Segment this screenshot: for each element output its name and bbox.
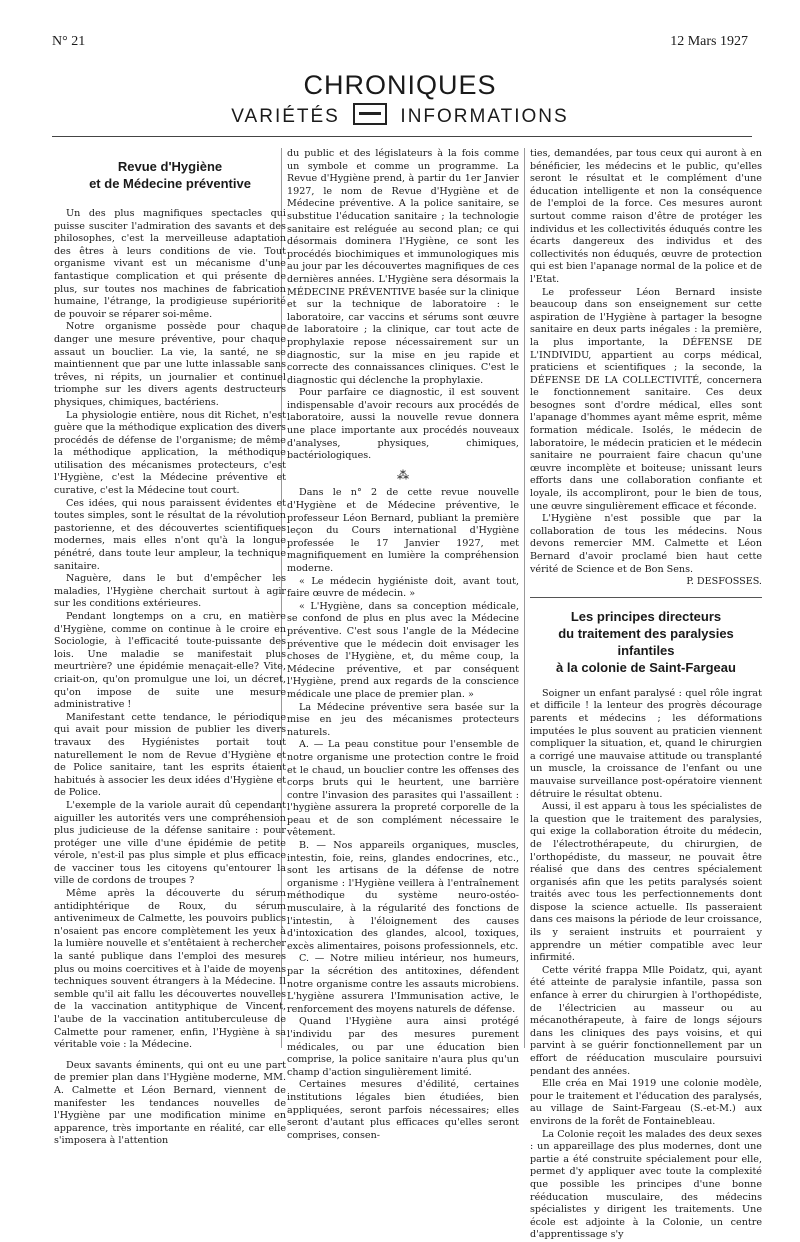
paragraph: Dans le n° 2 de cette revue nouvelle d'Hygiène et de Médecine préventive, le professeur Léon Bernard, publiant la première leçon du Cours international d'Hygiène professée le 17 Janvier 1927, met magnifiquement en lumière la compréhension moderne.	[287, 487, 519, 574]
paragraph: Aussi, il est apparu à tous les spécialistes de la question que le traitement des paralysies, qui exige la collaboration étroite du médecin, de l'électrothérapeute, du chirurgien, de l'orthopédiste, du masseur, ne pouvait être réalisé que dans des centres spécialement organisés afin que les petits paralysés soient traités avec tous les perfectionnements dont dispose la science actuelle. Ils passeraient dans ces maisons la période de leur croissance, ils y seraient instruits et pourraient y apprendre un métier compatible avec leur infirmité.	[530, 801, 762, 964]
paragraph: L'Hygiène n'est possible que par la collaboration de tous les médecins. Nous devons remercier MM. Calmette et Léon Bernard d'avoir proclamé bien haut cette vérité de Science et de Bon Sens.	[530, 513, 762, 575]
masthead-right: INFORMATIONS	[400, 106, 569, 127]
paragraph: ties, demandées, par tous ceux qui auront à en bénéficier, les médecins et le public, qu'elles seront le résultat et le complément d'une éducation intelligente et non la conséquence de l'emploi de la force. Ces mesures auront surtout comme raison d'être de protéger les individus et les collectivités éduqués contre les écarts dangereux des individus et des collectivités non éduqués, œuvre de protection qui est bien l'apanage normal de la police et de l'Etat.	[530, 148, 762, 285]
paragraph: Notre organisme possède pour chaque danger une mesure préventive, pour chaque assaut un bouclier. La vie, la santé, ne se maintiennent que par une lutte inlassable sans trêves, ni répits, un journalier et continuel triomphe sur les divers agents destructeurs physiques, chimiques, bactériens.	[54, 321, 286, 408]
paragraph: La physiologie entière, nous dit Richet, n'est guère que la méthodique explication des divers procédés de défense de l'organisme; de même la méthodique application, la méthodique utilisation des mécanismes protecteurs, c'est l'Hygiène, c'est la Médecine préventive et curative, c'est la Médecine tout court.	[54, 409, 286, 497]
masthead-logo-icon	[353, 103, 387, 125]
paragraph: La Médecine préventive sera basée sur la mise en jeu des mécanismes protecteurs naturels.	[287, 701, 519, 738]
page-header	[52, 34, 748, 54]
column-3	[530, 148, 762, 1242]
paragraph: B. — Nos appareils organiques, muscles, intestin, foie, reins, glandes endocrines, etc., sont les artisans de la défense de notre organisme : l'Hygiène veillera à l'entraînement méthodique du système neuro-ostéo-musculaire, à la régularité des fonctions de l'intestin, à l'éloignement des causes d'intoxication des glandes, alcool, toxiques, excès alimentaires, poisons professionnels, etc.	[287, 840, 519, 952]
paragraph: Quand l'Hygiène aura ainsi protégé l'individu par des mesures purement médicales, ou par une éducation bien comprise, la police sanitaire n'aura plus qu'un champ d'action singulièrement limité.	[287, 1016, 519, 1078]
column-2	[287, 148, 519, 1142]
signature: P. DESFOSSES.	[686, 576, 762, 588]
quote: « Le médecin hygiéniste doit, avant tout, faire œuvre de médecin. »	[287, 575, 519, 600]
section-separator: ⁂	[397, 467, 409, 482]
paragraph: Même après la découverte du sérum antidiphtérique de Roux, du sérum antivenimeux de Calmette, les pouvoirs publics n'osaient pas encore complètement les yeux à la lumière nouvelle et s'entêtaient à rechercher la santé publique dans l'emploi des mesures plus ou moins coercitives et à l'aide de moyens techniques souvent étrangers à la Médecine. Il semble qu'il ait fallu les découvertes nouvelles de la vaccination antityphique de Vincent, l'aube de la vaccination antituberculeuse de Calmette pour ramener, enfin, l'Hygiène à sa véritable voie : la Médecine.	[54, 888, 286, 1051]
paragraph: A. — La peau constitue pour l'ensemble de notre organisme une protection contre le froid et le chaud, un bouclier contre les offenses des corps bruts qui le heurtent, une barrière contre l'invasion des parasites qui l'assaillent : l'hygiène assurera la propreté corporelle de la peau et de son complément nécessaire le vêtement.	[287, 739, 519, 839]
paragraph: Elle créa en Mai 1919 une colonie modèle, pour le traitement et l'éducation des paralysés, au village de Saint-Fargeau (S.-et-M.) aux environs de la forêt de Fontainebleau.	[530, 1078, 762, 1127]
issue-date: 12 Mars 1927	[670, 34, 748, 49]
paragraph: Pour parfaire ce diagnostic, il est souvent indispensable d'avoir recours aux procédés de laboratoire, aussi la nouvelle revue donnera une place importante aux procédés nouveaux d'analyses, physiques, chimiques, bactériologiques.	[287, 387, 519, 462]
paragraph: Certaines mesures d'édilité, certaines institutions légales bien étudiées, bien appliquées, seront parfois nécessaires; elles seront d'autant plus efficaces qu'elles seront comprises, consen-	[287, 1079, 519, 1141]
article-divider	[530, 597, 762, 598]
column-1	[54, 148, 286, 1148]
paragraph: Le professeur Léon Bernard insiste beaucoup dans son enseignement sur cette aspiration de l'Hygiène à partager la besogne sanitaire en deux parts inégales : la première, la plus importante, la DÉFENSE DE L'INDIVIDU, appartient au corps médical, praticiens et scientifiques ; la seconde, la DÉFENSE DE LA COLLECTIVITÉ, concernera le fonctionnement sanitaire. Ces deux besognes sont d'ordre médical, elles sont l'apanage d'hommes ayant même esprit, même formation médicale. Isolés, le médecin de laboratoire, le médecin praticien et le médecin sanitaire ne pourraient faire chacun qu'une œuvre incomplète et boiteuse; unissant leurs efforts dans une collaboration confiante et loyale, ils accompliront, pour le bien de tous, une œuvre singulièrement efficace et féconde.	[530, 286, 762, 512]
paragraph: Cette vérité frappa Mlle Poidatz, qui, ayant été atteinte de paralysie infantile, passa son enfance à errer du chirurgien à l'orthopédiste, de l'électricien au masseur ou au mécanothérapeute, à faire de longs séjours dans les cliniques des pays voisins, et qui parvint à se guérir fonctionnellement par un effort de rééducation musculaire poursuivi pendant des années.	[530, 964, 762, 1077]
paragraph: C. — Notre milieu intérieur, nos humeurs, par la sécrétion des antitoxines, défendent notre organisme contre les assauts microbiens. L'hygiène assurera l'Immunisation active, le renforcement des moyens naturels de défense.	[287, 953, 519, 1015]
masthead-subtitle	[0, 103, 800, 128]
masthead-title: CHRONIQUES	[303, 70, 497, 100]
issue-number: N° 21	[52, 34, 86, 49]
quote: « L'Hygiène, dans sa conception médicale, se confond de plus en plus avec la Médecine préventive. C'est sous l'angle de la Médecine préventive que le médecin doit envisager les choses de l'Hygiène, et, du même coup, la Médecine préventive, et par conséquent l'Hygiène, prend aux regards de la conscience médicale une place de premier plan. »	[287, 600, 519, 700]
column-divider	[524, 148, 525, 1048]
paragraph: Naguère, dans le but d'empêcher les maladies, l'Hygiène cherchait surtout à agir sur les conditions extérieures.	[54, 573, 286, 610]
paragraph: Un des plus magnifiques spectacles qui puisse susciter l'admiration des savants et des philosophes, c'est la merveilleuse adaptation des êtres à leurs conditions de vie. Tout organisme vivant est un mécanisme d'une fantastique complication et qui présente de plus, sur toutes nos machines de fabrication humaine, l'étrange, la prodigieuse supériorité de pouvoir se réparer soi-même.	[54, 208, 286, 320]
article-title: Les principes directeurs du traitement des paralysies infantiles à la colonie de Saint-Fargeau	[556, 608, 736, 675]
header-rule	[52, 136, 752, 137]
paragraph: Manifestant cette tendance, le périodique qui avait pour mission de publier les divers travaux des Hygiénistes portait tout naturellement le nom de Revue d'Hygiène et de Police sanitaire, tant les esprits étaient habitués à associer les deux idées d'Hygiène et de Police.	[54, 711, 286, 799]
paragraph: L'exemple de la variole aurait dû cependant aiguiller les autorités vers une compréhension plus judicieuse de la défense sanitaire : pour protéger une ville d'une épidémie de petite vérole, n'est-il pas plus simple et plus efficace de vacciner tous les citoyens qu'entourer la ville de cordons de troupes ?	[54, 799, 286, 887]
paragraph: Deux savants éminents, qui ont eu une part de premier plan dans l'Hygiène moderne, MM. A. Calmette et Léon Bernard, viennent de manifester les tendances nouvelles de l'Hygiène par une modification minime en apparence, très importante en réalité, car elle s'imposera à l'attention	[54, 1059, 286, 1147]
paragraph: Soigner un enfant paralysé : quel rôle ingrat et difficile ! la lenteur des progrès décourage parents et médecins ; les déformations imputées le plus souvent au praticien viennent compliquer la situation, et, quand le chirurgien a corrigé une mauvaise attitude ou transplanté un muscle, la croissance de l'enfant ou une mauvaise surveillance post-opératoire viennent détruire le résultat obtenu.	[530, 687, 762, 800]
masthead-left: VARIÉTÉS	[231, 106, 340, 127]
article-title: Revue d'Hygiène et de Médecine préventive	[89, 159, 251, 191]
paragraph: du public et des législateurs à la fois comme un symbole et comme un programme. La Revue d'Hygiène prend, à partir du 1er Janvier 1927, le nom de Revue d'Hygiène et de Médecine préventive. A la police sanitaire, se substitue l'éducation sanitaire ; la technologie sanitaire est reléguée au second plan; ce qui désormais dominera l'Hygiène, ce sont les procédés biochimiques et immunologiques mis au jour par les découvertes magnifiques de ces dernières années. L'Hygiène sera désormais la MÉDECINE PRÉVENTIVE basée sur la clinique et sur la technique de laboratoire : le laboratoire, car vaccins et sérums sont œuvre de laboratoire ; la clinique, car tout acte de prophylaxie repose nécessairement sur un diagnostic, sur la mise en jeu rapide et correcte des connaissances cliniques. C'est le diagnostic qui déclenche la prophylaxie.	[287, 148, 519, 386]
paragraph: Pendant longtemps on a cru, en matière d'Hygiène, comme on continue à le croire en Sociologie, à l'efficacité toute-puissante des lois. Une maladie se manifestait plus meurtrière? une épidémie menaçait-elle? Vite, criait-on, qu'on promulgue une loi, un décret, qu'on impose de suite une mesure administrative !	[54, 611, 286, 711]
paragraph: La Colonie reçoit les malades des deux sexes : un appareillage des plus modernes, dont une partie a été construite spécialement pour elle, permet d'y appliquer avec toute la complexité que possible les principes d'une bonne rééducation musculaire, des médecins spécialistes y dirigent les traitements. Une école est adjointe à la Colonie, un centre d'apprentissage s'y	[530, 1128, 762, 1241]
paragraph: Ces idées, qui nous paraissent évidentes et toutes simples, sont le résultat de la révolution pastorienne, et des découvertes scientifiques modernes, mais elles n'ont qu'à la longue pénétré, dans toute leur ampleur, la technique sanitaire.	[54, 497, 286, 572]
